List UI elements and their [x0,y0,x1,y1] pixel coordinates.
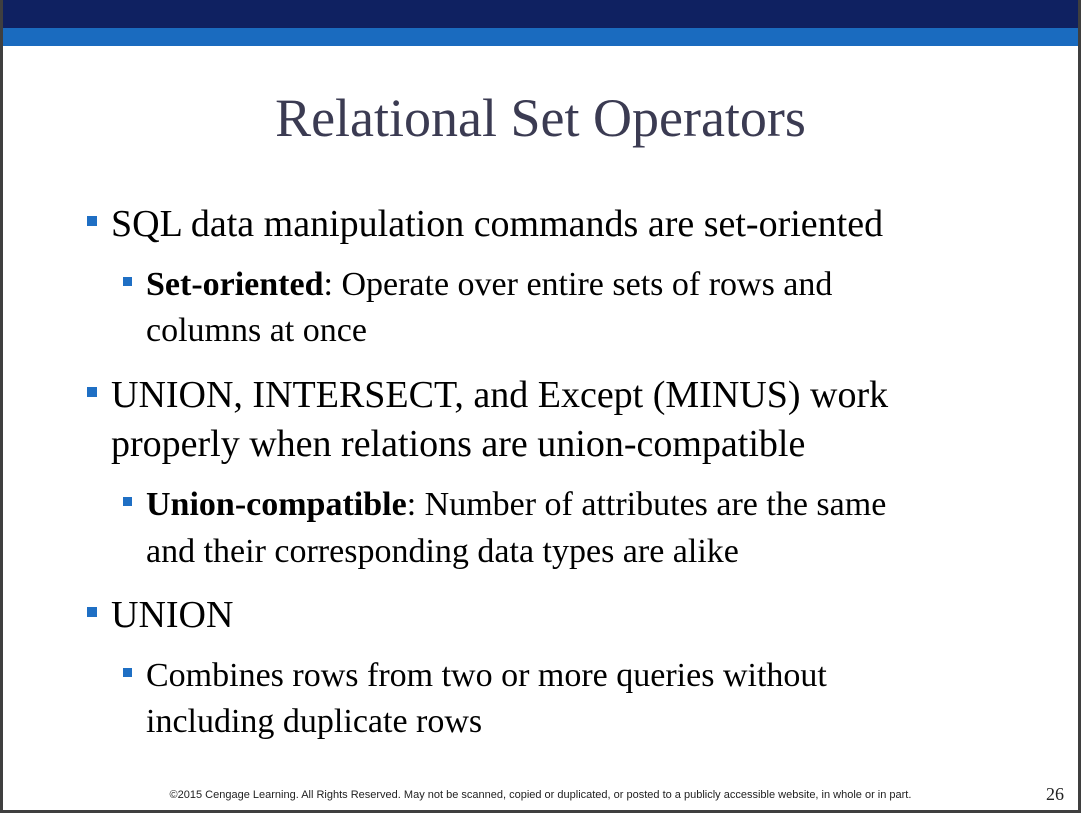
bullet-text: UNION [111,594,234,636]
sub-bullet-item [146,262,832,308]
bullet-item [111,200,883,248]
term-label: Union-compatible [146,486,407,523]
term-label: Set-oriented [146,266,324,303]
sub-bullet-text: : Operate over entire sets of rows and [323,266,833,303]
sub-bullet-text: Combines rows from two or more queries without [146,657,827,694]
sub-bullet-continuation: columns at once [146,312,367,349]
page-number: 26 [1046,784,1064,804]
square-bullet-icon [123,668,132,677]
copyright-text: ©2015 Cengage Learning. All Rights Reserved. May not be scanned, copied or duplicated, or posted to a publicly accessible website, in whole or in part. [169,789,912,801]
square-bullet-icon [87,387,97,397]
sub-bullet-item [146,482,886,528]
sub-bullet-item [146,653,827,699]
bullet-item [111,371,888,419]
bullet-item [111,591,233,639]
copyright-footer [3,789,1078,801]
square-bullet-icon [87,216,97,226]
bullet-list [3,0,1078,810]
square-bullet-icon [87,607,97,617]
sub-bullet-continuation: including duplicate rows [146,703,483,740]
slide-title: Relational Set Operators [275,88,806,148]
square-bullet-icon [123,497,132,506]
square-bullet-icon [123,277,132,286]
bullet-continuation: properly when relations are union-compatible [111,423,806,465]
bullet-text: SQL data manipulation commands are set-oriented [111,203,884,245]
bullet-text: UNION, INTERSECT, and Except (MINUS) work [111,374,889,416]
sub-bullet-continuation: and their corresponding data types are alike [146,533,739,570]
sub-bullet-text: : Number of attributes are the same [406,486,887,523]
